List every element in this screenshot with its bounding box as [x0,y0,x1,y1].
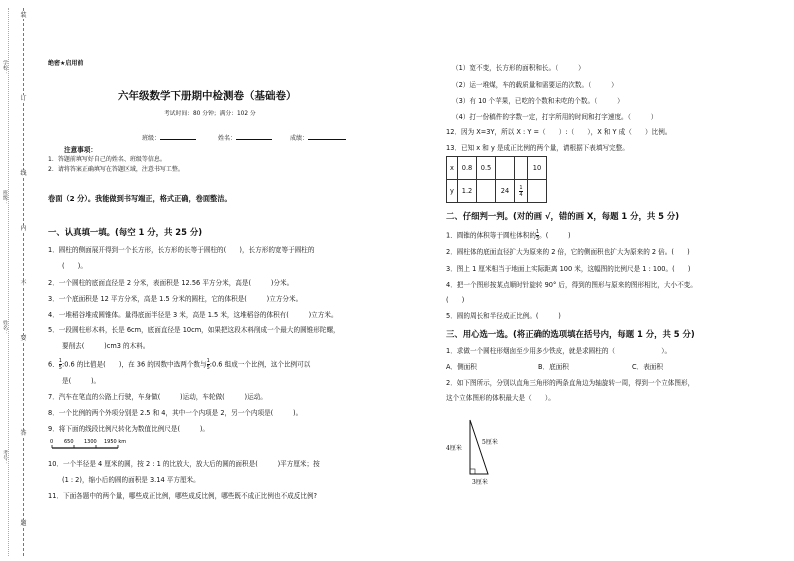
choice-b[interactable]: B．底面积 [538,363,569,371]
table-row [447,157,547,180]
question-line: 13．已知 x 和 y 是成正比例的两个量，请根据下表填写完整。 [446,144,629,152]
question-line: 1．求做一个圆柱形烟囱至少用多少铁皮，就是求圆柱的（ ）。 [446,347,672,355]
note-item: 1．答题前填写好自己的姓名、班级等信息。 [48,156,166,163]
question-line: 要削去( )cm3 的木料。 [62,342,150,350]
section3-heading: 三、用心选一选。(将正确的选项填在括号内，每题 1 分，共 5 分) [446,329,695,339]
right-triangle [470,420,488,474]
fraction: $\frac{1}{5}$ [206,358,210,371]
margin-label: 订 [20,95,27,102]
fraction: $\frac{1}{5}$ [58,358,62,371]
question-line: 9．将下面的线段比例尺转化为数值比例尺是( )。 [48,425,209,433]
table-cell: 10 [528,157,547,180]
question-line: 4．一堆稻谷堆成圆锥体。量得底面半径是 3 米，高是 1.5 米，这堆稻谷的体积有( )立方米。 [48,311,338,319]
triangle-label-left: 4厘米 [446,445,462,452]
question-line: ( )。 [62,262,87,270]
table-cell[interactable] [496,157,515,180]
question-line: 8．一个比例的两个外项分别是 2.5 和 4，其中一个内项是 2，另一个内项是( )。 [48,409,303,417]
choice-c[interactable]: C．表面积 [632,363,663,371]
margin-dotted-line [8,8,9,556]
name-label: 姓名： [218,133,272,143]
question-line: 是( )。 [62,377,101,385]
question-line: ( ) [446,296,465,304]
class-label: 班级： [142,133,196,143]
scale-tick-label: 1950 km [104,439,127,445]
question-line: （3）有 10 个苹果，已吃的个数和未吃的个数。（ ） [452,97,624,105]
score-label: 成绩： [290,133,346,143]
question-line: 这个立体图形的体积最大是（ ）。 [446,394,555,402]
table-cell[interactable] [477,180,496,203]
right-angle-mark [470,469,475,474]
question-line: 1．圆柱的侧面展开得到一个长方形，长方形的长等于圆柱的( )，长方形的宽等于圆柱的 [48,246,315,254]
table-cell[interactable] [528,180,547,203]
table-cell[interactable] [515,157,528,180]
question-line: 11．下面各题中的两个量，哪些成正比例，哪些成反比例，哪些既不成正比例也不成反比例? [48,492,318,500]
question-line: 7．汽车在笔直的公路上行驶，车身做( )运动，车轮做( )运动。 [48,393,267,401]
question-line: 5．圆的周长和半径成正比例。( ) [446,312,561,320]
scale-bar [48,436,158,456]
question-line: 2．圆柱体的底面直径扩大为原来的 2 倍，它的侧面积也扩大为原来的 2 倍。( ) [446,248,690,256]
question-line: 2．一个圆柱的底面直径是 2 分米，表面积是 12.56 平方分米，高是( )分米。 [48,279,294,287]
table-cell [515,180,528,203]
section2-heading: 二、仔细判一判。(对的画 √，错的画 X，每题 1 分，共 5 分) [446,211,680,221]
question-line: 2．如下图所示，分别以直角三角形的两条直角边为轴旋转一周，得到一个立体图形， [446,379,695,387]
exam-info: 考试时间：80 分钟；满分：102 分 [164,111,256,117]
question-line: （1）宽不变，长方形的面积和长。（ ） [452,64,585,72]
page-title: 六年级数学下册期中检测卷（基础卷） [118,90,297,102]
margin-field: 班级： [2,190,8,205]
table-cell: 0.8 [458,157,477,180]
triangle-label-hyp: 5厘米 [482,439,498,446]
table-row [447,180,547,203]
table-cell: 0.5 [477,157,496,180]
question-line: （4）打一份稿件的字数一定，打字所用的时间和打字速度。（ ） [452,113,658,121]
margin-label: 线 [20,170,27,177]
table-cell: x [447,157,458,180]
question-line: 3．一个底面积是 12 平方分米，高是 1.5 分米的圆柱，它的体积是( )立方分米。 [48,295,303,303]
scale-tick-label: 1300 [84,439,97,445]
triangle-figure [440,410,520,490]
table-cell: 1.2 [458,180,477,203]
scale-tick-label: 650 [64,439,74,445]
question-line: 4．把一个图形按某点顺时针旋转 90° 后，得到的图形与原来的图形相比，大小不变。 [446,281,697,289]
margin-label: 题 [20,520,27,527]
notes-heading: 注意事项： [64,146,97,154]
question-6-line: 6． $\frac{1}{5}$ :0.6 的比值是( )，在 36 的因数中选两个数与 $\frac{1}{5}$ :0.6 组成一个比例，这个比例可以 [48,358,311,371]
question-line: （2）运一堆煤，车的载质量和需要运的次数。（ ） [452,81,618,89]
table-cell: y [447,180,458,203]
question-line: 12．因为 X=3Y，所以 X : Y =（ ）:（ ），X 和 Y 成（ ）比例。 [446,128,672,136]
margin-label: 答 [20,430,27,437]
secret-label: 绝密★启用前 [48,60,84,67]
triangle-label-bottom: 3厘米 [472,479,488,486]
question-line: 10．一个半径是 4 厘米的圆，按 2 : 1 的比放大，放大后的圆的面积是( )平方厘米；按 [48,460,320,468]
fraction: $\frac{1}{4}$ [519,184,523,198]
margin-label: 要 [20,335,27,342]
ratio-table [446,156,547,203]
margin-label: 内 [20,225,27,232]
question-line: 5．一段圆柱形木料，长是 6cm，底面直径是 10cm，如果把这段木料削成一个最大的圆锥形陀螺， [48,326,340,334]
margin-label: 不 [20,280,27,287]
choice-a[interactable]: A．侧面积 [446,363,477,371]
margin-field: 考号： [2,450,8,465]
binding-margin [0,0,30,561]
note-item: 2．请将答案正确填写在答题区域，注意书写工整。 [48,166,184,173]
judge-1-line: 1．圆锥的体积等于圆柱体积的 $\frac{1}{3}$ 。( ) [446,229,571,242]
margin-field: 学校： [2,60,8,75]
question-line: 3．图上 1 厘米相当于地面上实际距离 100 米，这幅图的比例尺是 1 : 100。( ) [446,265,691,273]
table-cell: 24 [496,180,515,203]
paper-note: 卷面（2 分）。我能做到书写端正，格式正确，卷面整洁。 [48,194,232,203]
section1-heading: 一、认真填一填。(每空 1 分，共 25 分) [48,227,203,237]
scale-tick-label: 0 [50,439,54,445]
fraction: $\frac{1}{3}$ [535,229,540,242]
question-line: (1 : 2)，缩小后的圆的面积是 3.14 平方厘米。 [62,476,200,484]
margin-field: 姓名： [2,320,8,335]
margin-label: 装 [20,12,27,19]
